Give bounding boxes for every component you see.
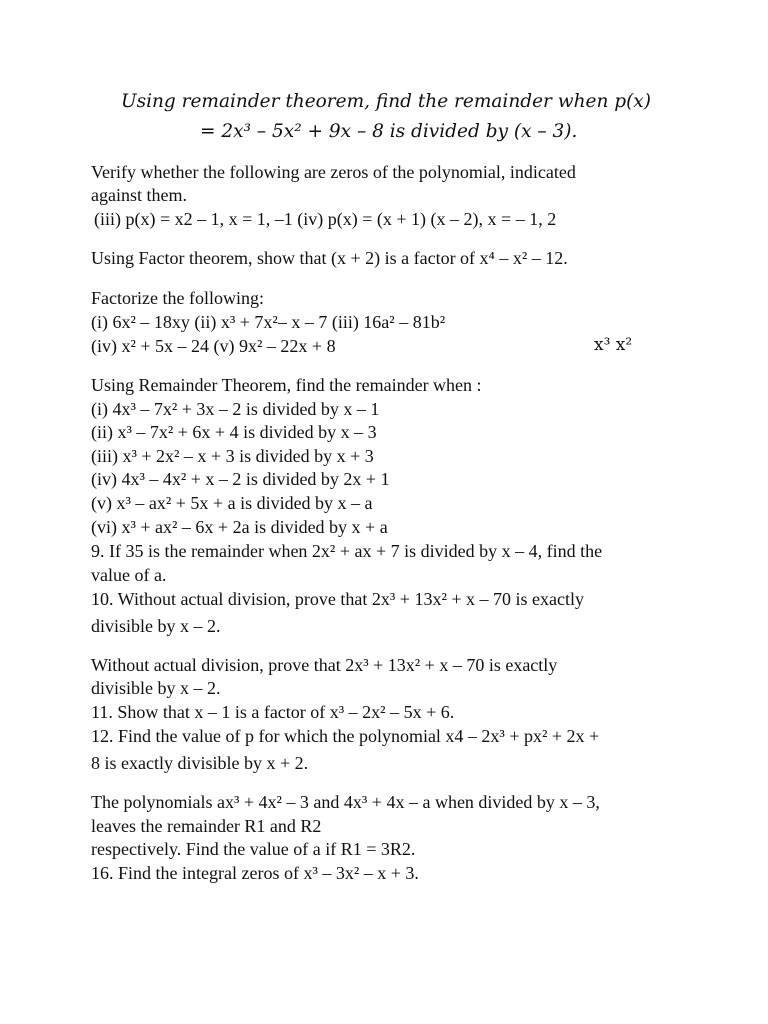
polynomials-line-1: The polynomials ax³ + 4x² – 3 and 4x³ + 4x – a when divided by x – 3, xyxy=(91,792,600,812)
without-division-line-1: Without actual division, prove that 2x³ + 13x² + x – 70 is exactly xyxy=(91,655,558,675)
q10-line-1: 10. Without actual division, prove that 2x³ + 13x² + x – 70 is exactly xyxy=(91,589,584,609)
remainder-item-6: (vi) x³ + ax² – 6x + 2a is divided by x + a xyxy=(91,517,388,537)
remainder-item-4: (iv) 4x³ – 4x² + x – 2 is divided by 2x + 1 xyxy=(91,469,390,489)
without-division-line-2: divisible by x – 2. xyxy=(91,678,221,698)
q11: 11. Show that x – 1 is a factor of x³ – 2x² – 5x + 6. xyxy=(91,702,455,722)
heading-line-1: Using remainder theorem, find the remainder when p(x) xyxy=(121,91,651,112)
heading-line-2: = 2x³ – 5x² + 9x – 8 is divided by (x – 3). xyxy=(200,121,578,142)
q10-line-2: divisible by x – 2. xyxy=(91,616,221,636)
remainder-item-1: (i) 4x³ – 7x² + 3x – 2 is divided by x – 1 xyxy=(91,399,380,419)
remainder-title: Using Remainder Theorem, find the remainder when : xyxy=(91,375,482,395)
remainder-item-2: (ii) x³ – 7x² + 6x + 4 is divided by x – 3 xyxy=(91,422,377,442)
q9-line-1: 9. If 35 is the remainder when 2x² + ax + 7 is divided by x – 4, find the xyxy=(91,541,603,561)
remainder-item-5: (v) x³ – ax² + 5x + a is divided by x – a xyxy=(91,493,373,513)
polynomials-line-2: leaves the remainder R1 and R2 xyxy=(91,816,322,836)
factorize-line-2: (iv) x² + 5x – 24 (v) 9x² – 22x + 8 xyxy=(91,336,336,356)
q12-line-1: 12. Find the value of p for which the polynomial x4 – 2x³ + px² + 2x + xyxy=(91,726,600,746)
verify-line-2: against them. xyxy=(91,185,187,205)
polynomials-line-3: respectively. Find the value of a if R1 = 3R2. xyxy=(91,839,416,859)
remainder-item-3: (iii) x³ + 2x² – x + 3 is divided by x + 3 xyxy=(91,446,374,466)
verify-line-1: Verify whether the following are zeros of the polynomial, indicated xyxy=(91,162,576,182)
factorize-line-1: (i) 6x² – 18xy (ii) x³ + 7x²– x – 7 (iii) 16a² – 81b² xyxy=(91,312,446,332)
factorize-title: Factorize the following: xyxy=(91,288,264,308)
verify-line-3: (iii) p(x) = x2 – 1, x = 1, –1 (iv) p(x) = (x + 1) (x – 2), x = – 1, 2 xyxy=(94,209,557,229)
q12-line-2: 8 is exactly divisible by x + 2. xyxy=(91,753,309,773)
q16: 16. Find the integral zeros of x³ – 3x² – x + 3. xyxy=(91,863,419,883)
factor-theorem-question: Using Factor theorem, show that (x + 2) is a factor of x⁴ – x² – 12. xyxy=(91,248,568,268)
stray-powers: x³ x² xyxy=(594,335,633,355)
q9-line-2: value of a. xyxy=(91,565,167,585)
